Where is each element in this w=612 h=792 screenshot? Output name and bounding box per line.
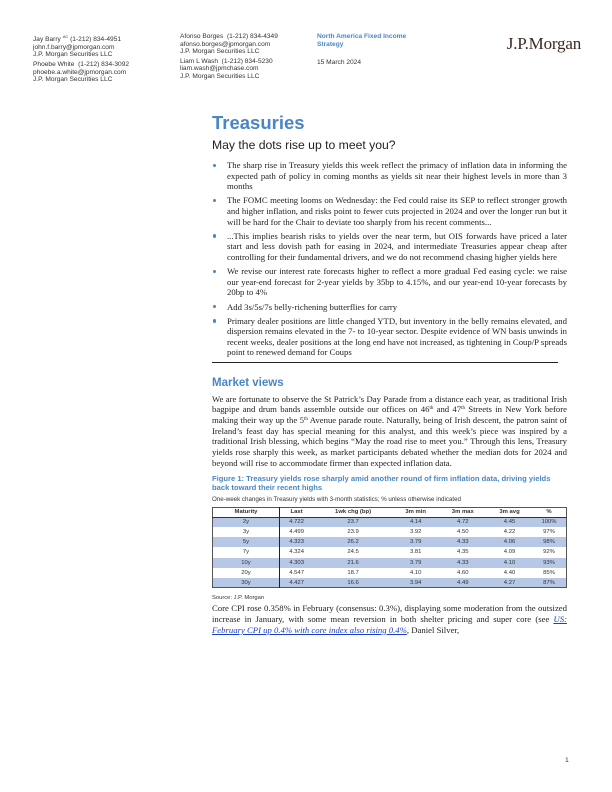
cell-3m-max: 4.72 [439, 517, 488, 527]
col-header-percentile: % [532, 507, 567, 517]
analyst-certification-mark: AC [62, 34, 69, 39]
cell-maturity: 5y [213, 537, 280, 547]
bullet-text: The sharp rise in Treasury yields this week reflect the primacy of inflation data in informing the expected path of policy in coming months as yields sit near their highest levels in more than 3 months [227, 160, 567, 192]
cell-1wk-chg: 16.6 [313, 578, 393, 588]
para-text: and 47 [433, 404, 462, 415]
cell-1wk-chg: 23.7 [313, 517, 393, 527]
cpi-paragraph [212, 603, 567, 635]
table-row [213, 547, 567, 557]
cell-maturity: 10y [213, 558, 280, 568]
para-text: Core CPI rose 0.358% in February (consensus: 0.3%), displaying some moderation from the outsized increase in January, with some mean reversion in both shelter pricing and super core (see [212, 603, 567, 624]
cell-3m-avg: 4.40 [503, 569, 516, 576]
col-header-maturity: Maturity [213, 507, 280, 517]
report-date: 15 March 2024 [317, 58, 361, 66]
cell-maturity: 30y [213, 578, 280, 588]
bullet-icon [213, 305, 216, 308]
col-header-3m-max: 3m max [439, 507, 488, 517]
article-body [212, 112, 567, 635]
cell-3m-min: 3.79 [393, 558, 439, 568]
cell-3m-avg: 4.45 [487, 517, 532, 527]
para-text: We are fortunate to observe the St Patrick’s Day Parade from a distance each year, as traditional Irish bagpipe and drum bands assemble outside our offices on 46 [212, 393, 567, 415]
page-title: Treasuries [212, 112, 305, 133]
analyst-firm: J.P. Morgan Securities LLC [180, 72, 260, 80]
summary-bullets [212, 160, 567, 358]
cell-3m-min: 4.10 [409, 569, 422, 576]
cell-percentile: 92% [543, 549, 555, 556]
analyst-email[interactable]: john.f.barry@jpmorgan.com [33, 43, 115, 51]
summary-bullet [212, 302, 567, 313]
cell-last: 4.722 [280, 517, 314, 527]
table-header-row [213, 507, 567, 517]
table-row [213, 537, 567, 547]
col-header-last: Last [280, 507, 314, 517]
cell-3m-avg: 4.22 [503, 529, 516, 536]
analyst-contact [180, 58, 278, 81]
cell-maturity: 2y [213, 517, 280, 527]
cell-1wk-chg: 23.9 [347, 529, 359, 536]
summary-bullet [212, 266, 567, 298]
analyst-contact [180, 33, 278, 56]
cell-percentile: 93% [532, 558, 567, 568]
section-heading-market-views: Market views [212, 376, 284, 389]
cell-3m-max: 4.50 [457, 529, 469, 536]
treasury-yields-table [212, 507, 567, 589]
cell-percentile: 100% [532, 517, 567, 527]
table-row [213, 558, 567, 568]
market-views-paragraph [212, 394, 567, 469]
analyst-name: Jay Barry [33, 36, 61, 44]
page-number: 1 [565, 757, 569, 764]
cell-maturity: 3y [213, 527, 280, 537]
bullet-text: Add 3s/5s/7s belly-richening butterflies for carry [227, 301, 398, 312]
analyst-firm: J.P. Morgan Securities LLC [33, 76, 113, 84]
bullet-icon [213, 164, 216, 167]
section-divider [212, 362, 558, 363]
analyst-contact [33, 61, 129, 84]
cell-percentile: 98% [532, 537, 567, 547]
cell-3m-avg: 4.09 [503, 549, 516, 556]
cell-last: 4.324 [289, 549, 304, 556]
analyst-firm: J.P. Morgan Securities LLC [33, 51, 113, 59]
figure-source: Source: J.P. Morgan [212, 595, 265, 602]
cell-percentile: 97% [543, 529, 555, 536]
table-row [213, 578, 567, 588]
cell-3m-min: 4.14 [393, 517, 439, 527]
analyst-email[interactable]: phoebe.a.white@jpmorgan.com [33, 68, 127, 76]
cell-3m-max: 4.33 [439, 558, 488, 568]
col-header-3m-min: 3m min [393, 507, 439, 517]
para-text: Avenue parade route. Naturally, being of Irish descent, the patron saint of Ireland’s feast day has special meaning for this analyst, and this week’s piece was inspired by a traditional Irish blessing, which begins “May the road rise to meet you.” Through this lens, Treasury yields rose sharply this week, as market participants debated whether the median dots for 2024 and beyond will rise to accommodate firmer than expected inflation data. [212, 414, 567, 468]
para-text: , Daniel Silver, [406, 624, 460, 635]
bullet-icon [213, 234, 216, 237]
cell-percentile: 85% [543, 569, 555, 576]
analyst-email[interactable]: liam.wash@jpmchase.com [180, 65, 259, 73]
bullet-icon [213, 199, 216, 202]
para-text: Streets in New York before making their way up the 5 [212, 404, 568, 425]
cell-last: 4.427 [280, 578, 314, 588]
cell-last: 4.499 [289, 529, 304, 536]
cell-last: 4.547 [289, 569, 304, 576]
col-header-3m-avg: 3m avg [487, 507, 532, 517]
cell-1wk-chg: 24.5 [347, 549, 359, 556]
analyst-name: Afonso Borges [180, 33, 224, 40]
summary-bullet [212, 195, 567, 227]
figure-title: Figure 1: Treasury yields rose sharply amid another round of firm inflation data, driving yields back toward their recent highs [212, 474, 551, 493]
cell-3m-max: 4.60 [457, 569, 469, 576]
table-row [213, 517, 567, 527]
analyst-contacts-column-2 [180, 33, 278, 83]
analyst-email[interactable]: afonso.borges@jpmorgan.com [180, 40, 271, 48]
cell-3m-min: 3.79 [393, 537, 439, 547]
cell-1wk-chg: 26.2 [313, 537, 393, 547]
cell-percentile: 87% [532, 578, 567, 588]
bullet-icon [213, 319, 216, 322]
analyst-phone: (1-212) 834-4349 [226, 33, 278, 40]
bullet-text: The FOMC meeting looms on Wednesday: the Fed could raise its SEP to reflect stronger growth and higher inflation, and risks point to fewer cuts projected in 2024 and over the longer run but it will be hard for the Chair to deviate too sharply from his recent comments... [227, 195, 567, 227]
analyst-phone: (1-212) 834-4951 [70, 36, 122, 44]
cell-maturity: 20y [213, 568, 280, 578]
bullet-text: ...This implies bearish risks to yields over the near term, but OIS forwards have priced a later start and less dovish path for easing in 2024, and intermediate Treasuries appear cheap after controlling for their fundamental drivers, and we do not recommend chasing higher yields here [227, 230, 567, 262]
ordinal-suffix: th [461, 406, 466, 412]
report-meta [317, 33, 406, 66]
analyst-phone: (1-212) 834-3092 [78, 60, 130, 68]
table-row [213, 527, 567, 537]
col-header-1wk-chg: 1wk chg (bp) [313, 507, 393, 517]
summary-bullet [212, 160, 567, 192]
bullet-text: Primary dealer positions are little changed YTD, but inventory in the belly remains elevated, and dispersion remains elevated in the 7- to 10-year sector. Despite evidence of WN basis unwinds in recent weeks, dealer positions at the long end have not increased, as tightening in Coup/P spreads point to renewed demand for Coups [227, 315, 567, 358]
ordinal-suffix: th [303, 416, 308, 422]
report-header [33, 33, 583, 93]
analyst-name: Phoebe White [33, 60, 75, 68]
analyst-name: Liam L Wash [180, 57, 218, 65]
page-subtitle: May the dots rise up to meet you? [212, 138, 396, 152]
cell-3m-min: 3.92 [409, 529, 422, 536]
bullet-icon [213, 270, 216, 273]
cell-3m-avg: 4.27 [487, 578, 532, 588]
cell-3m-min: 3.94 [393, 578, 439, 588]
department-name-cont: Strategy [317, 40, 344, 48]
figure-subtitle: One-week changes in Treasury yields with 3-month statistics; % unless otherwise indicated [212, 495, 461, 503]
bullet-text: We revise our interest rate forecasts higher to reflect a more gradual Fed easing cycle: we raise our year-end forecast for 2-year yields by 35bp to 4.15%, and our year-end 10-year forecasts by 20bp to 4% [227, 266, 567, 298]
cell-1wk-chg: 18.7 [347, 569, 359, 576]
cell-maturity: 7y [213, 547, 280, 557]
cell-1wk-chg: 21.6 [313, 558, 393, 568]
cpi-report-link[interactable]: US: February CPI up 0.4% with core index also rising 0.4% [212, 613, 567, 635]
cell-last: 4.323 [280, 537, 314, 547]
cell-3m-avg: 4.06 [487, 537, 532, 547]
cell-3m-min: 3.81 [409, 549, 422, 556]
department-name: North America Fixed Income [317, 33, 407, 40]
cell-3m-max: 4.33 [439, 537, 488, 547]
cell-3m-max: 4.35 [457, 549, 469, 556]
table-row [213, 568, 567, 578]
cell-3m-max: 4.49 [439, 578, 488, 588]
analyst-phone: (1-212) 834-5230 [221, 57, 273, 65]
summary-bullet [212, 316, 567, 358]
cell-3m-avg: 4.10 [487, 558, 532, 568]
analyst-contacts-column-1 [33, 33, 129, 86]
summary-bullet [212, 231, 567, 263]
analyst-contact [33, 33, 129, 59]
jpmorgan-logo: J.P.Morgan [506, 34, 581, 53]
ordinal-suffix: th [429, 406, 434, 412]
analyst-firm: J.P. Morgan Securities LLC [180, 48, 260, 56]
cell-last: 4.303 [280, 558, 314, 568]
